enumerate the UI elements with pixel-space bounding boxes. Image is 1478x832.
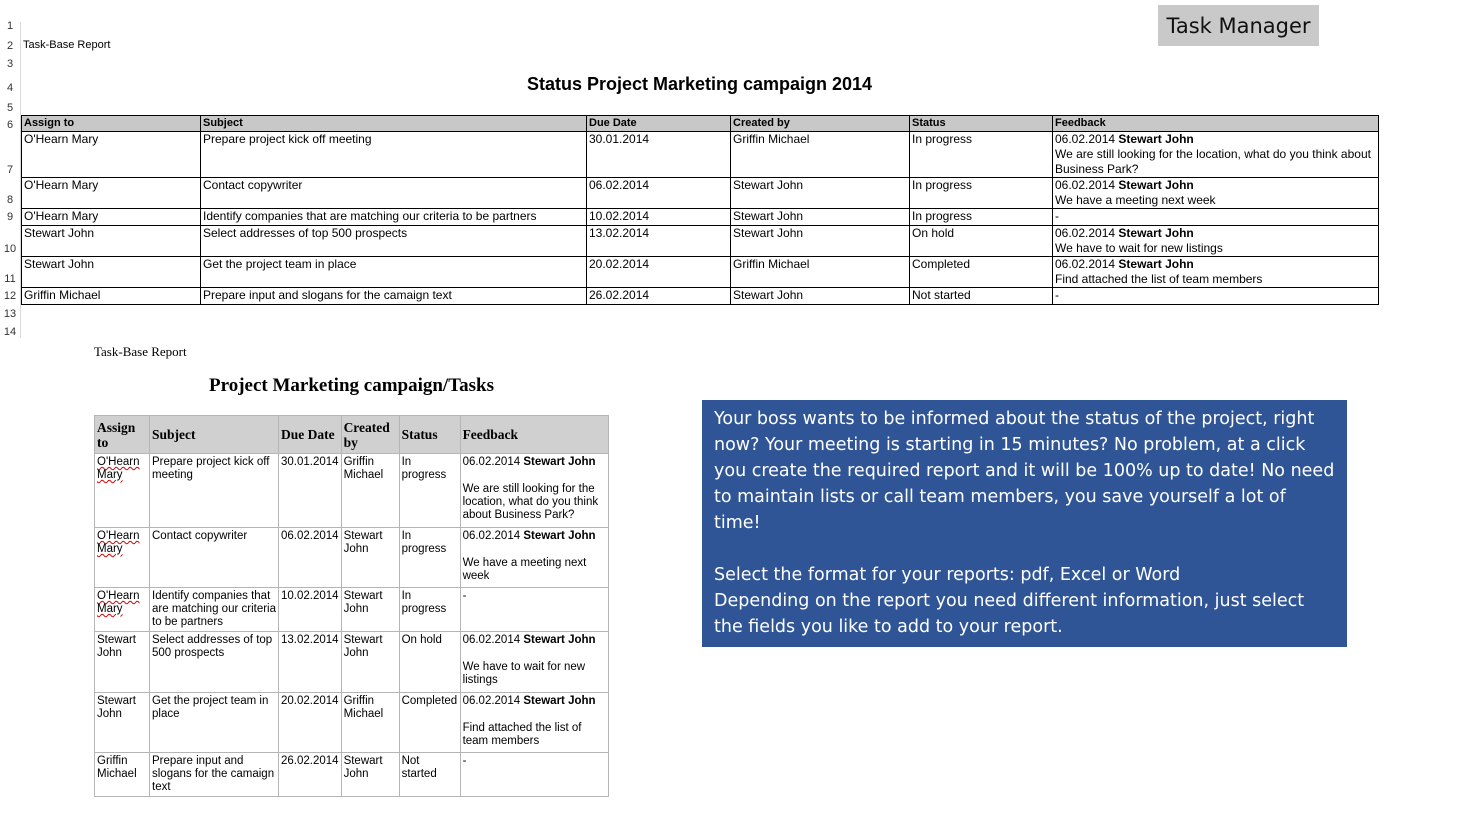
doc-cell-assign bbox=[95, 528, 150, 588]
row-number: 13 bbox=[0, 302, 21, 320]
cell-assign[interactable]: Stewart John bbox=[22, 226, 201, 257]
doc-cell-subject: Prepare input and slogans for the camaign text bbox=[150, 753, 279, 797]
info-paragraph-formats bbox=[714, 562, 1335, 640]
cell-assign[interactable]: O'Hearn Mary bbox=[22, 209, 201, 226]
row-number: 11 bbox=[0, 255, 21, 285]
doc-cell-feedback bbox=[460, 588, 608, 632]
doc-cell-feedback bbox=[460, 693, 608, 753]
cell-feedback[interactable] bbox=[1053, 288, 1379, 305]
doc-cell-assign bbox=[95, 454, 150, 528]
row-number: 4 bbox=[0, 70, 21, 94]
doc-cell-subject: Identify companies that are matching our criteria to be partners bbox=[150, 588, 279, 632]
cell-status[interactable]: On hold bbox=[910, 226, 1053, 257]
info-callout bbox=[702, 400, 1347, 647]
sheet-title: Status Project Marketing campaign 2014 bbox=[526, 74, 873, 94]
feedback-text: Find attached the list of team members bbox=[462, 722, 582, 747]
cell-due-date[interactable]: 13.02.2014 bbox=[587, 226, 731, 257]
doc-cell-subject: Prepare project kick off meeting bbox=[150, 454, 279, 528]
feedback-text: We have a meeting next week bbox=[1055, 193, 1216, 207]
doc-cell-created-by: Griffin Michael bbox=[341, 693, 399, 753]
column-header-assign[interactable]: Assign to bbox=[22, 116, 201, 132]
cell-feedback[interactable] bbox=[1053, 257, 1379, 288]
column-header-feedback[interactable]: Feedback bbox=[1053, 116, 1379, 132]
doc-cell-due-date: 30.01.2014 bbox=[279, 454, 342, 528]
cell-due-date[interactable]: 26.02.2014 bbox=[587, 288, 731, 305]
feedback-author: Stewart John bbox=[1118, 178, 1194, 192]
doc-cell-due-date: 20.02.2014 bbox=[279, 693, 342, 753]
doc-cell-status: In progress bbox=[399, 588, 460, 632]
doc-header-assign: Assign to bbox=[95, 416, 150, 454]
cell-feedback[interactable] bbox=[1053, 178, 1379, 209]
cell-subject[interactable]: Contact copywriter bbox=[201, 178, 587, 209]
doc-row bbox=[95, 528, 609, 588]
doc-cell-feedback bbox=[460, 632, 608, 693]
info-fields-line: Depending on the report you need different information, just select the fields you like to add to your report. bbox=[714, 591, 1305, 637]
row-number: 8 bbox=[0, 176, 21, 206]
feedback-date: - bbox=[1055, 288, 1059, 302]
cell-created-by[interactable]: Stewart John bbox=[731, 178, 910, 209]
doc-cell-assign bbox=[95, 588, 150, 632]
table-header-row bbox=[22, 116, 1379, 132]
row-number: 5 bbox=[0, 94, 21, 114]
cell-feedback[interactable] bbox=[1053, 209, 1379, 226]
doc-assign-text: O'Hearn Mary bbox=[97, 590, 140, 615]
doc-cell-due-date: 26.02.2014 bbox=[279, 753, 342, 797]
row-number: 6 bbox=[0, 114, 21, 131]
doc-cell-subject: Contact copywriter bbox=[150, 528, 279, 588]
cell-created-by[interactable]: Stewart John bbox=[731, 226, 910, 257]
doc-cell-due-date: 13.02.2014 bbox=[279, 632, 342, 693]
feedback-text: We have a meeting next week bbox=[462, 557, 587, 582]
column-header-due-date[interactable]: Due Date bbox=[587, 116, 731, 132]
feedback-date: 06.02.2014 bbox=[462, 634, 521, 646]
row-number: 12 bbox=[0, 285, 21, 302]
feedback-text: We have to wait for new listings bbox=[462, 661, 586, 686]
info-formats-line: Select the format for your reports: pdf, Excel or Word bbox=[714, 565, 1181, 585]
feedback-author: Stewart John bbox=[1118, 132, 1194, 146]
cell-assign[interactable]: O'Hearn Mary bbox=[22, 178, 201, 209]
row-number: 1 bbox=[0, 22, 21, 32]
doc-cell-created-by: Stewart John bbox=[341, 632, 399, 693]
cell-assign[interactable]: O'Hearn Mary bbox=[22, 132, 201, 178]
feedback-author: Stewart John bbox=[1118, 257, 1194, 271]
doc-row bbox=[95, 632, 609, 693]
doc-cell-status: In progress bbox=[399, 454, 460, 528]
feedback-date: - bbox=[462, 755, 467, 767]
column-header-created-by[interactable]: Created by bbox=[731, 116, 910, 132]
table-row bbox=[22, 132, 1379, 178]
feedback-date: 06.02.2014 bbox=[1055, 257, 1116, 271]
cell-feedback[interactable] bbox=[1053, 226, 1379, 257]
cell-created-by[interactable]: Stewart John bbox=[731, 209, 910, 226]
doc-row bbox=[95, 753, 609, 797]
feedback-author: Stewart John bbox=[523, 695, 596, 707]
sheet-report-label: Task-Base Report bbox=[23, 39, 111, 51]
cell-status[interactable]: Not started bbox=[910, 288, 1053, 305]
cell-due-date[interactable]: 30.01.2014 bbox=[587, 132, 731, 178]
doc-cell-subject: Select addresses of top 500 prospects bbox=[150, 632, 279, 693]
info-paragraph-benefits: Your boss wants to be informed about the status of the project, right now? Your meeting is starting in 15 minutes? No problem, at a click you create the required report and it will be 100% up to date! No need to maintain lists or call team members, you save yourself a lot of time! bbox=[714, 409, 1335, 533]
feedback-date: 06.02.2014 bbox=[462, 530, 521, 542]
doc-report-label: Task-Base Report bbox=[94, 344, 187, 359]
cell-subject[interactable]: Identify companies that are matching our criteria to be partners bbox=[201, 209, 587, 226]
doc-cell-created-by: Stewart John bbox=[341, 528, 399, 588]
cell-assign[interactable]: Stewart John bbox=[22, 257, 201, 288]
cell-status[interactable]: Completed bbox=[910, 257, 1053, 288]
table-row bbox=[22, 257, 1379, 288]
task-manager-badge: Task Manager bbox=[1158, 5, 1319, 46]
cell-subject[interactable]: Prepare project kick off meeting bbox=[201, 132, 587, 178]
doc-cell-status: In progress bbox=[399, 528, 460, 588]
doc-cell-feedback bbox=[460, 454, 608, 528]
feedback-date: - bbox=[462, 590, 467, 602]
doc-assign-text: O'Hearn Mary bbox=[97, 456, 140, 481]
cell-created-by[interactable]: Griffin Michael bbox=[731, 132, 910, 178]
row-number: 2 bbox=[0, 32, 21, 52]
cell-subject[interactable]: Get the project team in place bbox=[201, 257, 587, 288]
feedback-text: We have to wait for new listings bbox=[1055, 241, 1223, 255]
feedback-author: Stewart John bbox=[523, 530, 596, 542]
doc-cell-due-date: 10.02.2014 bbox=[279, 588, 342, 632]
cell-due-date[interactable]: 06.02.2014 bbox=[587, 178, 731, 209]
doc-cell-created-by: Stewart John bbox=[341, 753, 399, 797]
doc-cell-created-by: Griffin Michael bbox=[341, 454, 399, 528]
cell-created-by[interactable]: Griffin Michael bbox=[731, 257, 910, 288]
feedback-date: 06.02.2014 bbox=[462, 456, 521, 468]
doc-cell-created-by: Stewart John bbox=[341, 588, 399, 632]
doc-cell-assign: Stewart John bbox=[95, 693, 150, 753]
doc-header-row bbox=[95, 416, 609, 454]
doc-header-subject: Subject bbox=[150, 416, 279, 454]
doc-cell-status: On hold bbox=[399, 632, 460, 693]
doc-header-status: Status bbox=[399, 416, 460, 454]
table-row bbox=[22, 209, 1379, 226]
row-number: 7 bbox=[0, 131, 21, 176]
doc-cell-assign: Stewart John bbox=[95, 632, 150, 693]
doc-row bbox=[95, 588, 609, 632]
cell-created-by[interactable]: Stewart John bbox=[731, 288, 910, 305]
column-header-status[interactable]: Status bbox=[910, 116, 1053, 132]
doc-header-feedback: Feedback bbox=[460, 416, 608, 454]
doc-assign-text: O'Hearn Mary bbox=[97, 530, 140, 555]
table-row bbox=[22, 288, 1379, 305]
feedback-date: - bbox=[1055, 209, 1059, 223]
doc-cell-feedback bbox=[460, 528, 608, 588]
row-number: 14 bbox=[0, 320, 21, 338]
feedback-author: Stewart John bbox=[523, 456, 596, 468]
feedback-date: 06.02.2014 bbox=[462, 695, 521, 707]
table-row bbox=[22, 178, 1379, 209]
cell-due-date[interactable]: 20.02.2014 bbox=[587, 257, 731, 288]
cell-subject[interactable]: Select addresses of top 500 prospects bbox=[201, 226, 587, 257]
feedback-text: We are still looking for the location, what do you think about Business Park? bbox=[1055, 147, 1371, 176]
feedback-text: Find attached the list of team members bbox=[1055, 272, 1263, 286]
doc-cell-due-date: 06.02.2014 bbox=[279, 528, 342, 588]
doc-cell-status: Not started bbox=[399, 753, 460, 797]
row-number: 9 bbox=[0, 206, 21, 223]
cell-subject[interactable]: Prepare input and slogans for the camaign text bbox=[201, 288, 587, 305]
cell-status[interactable]: In progress bbox=[910, 132, 1053, 178]
feedback-author: Stewart John bbox=[1118, 226, 1194, 240]
doc-cell-subject: Get the project team in place bbox=[150, 693, 279, 753]
feedback-author: Stewart John bbox=[523, 634, 596, 646]
table-row bbox=[22, 226, 1379, 257]
feedback-date: 06.02.2014 bbox=[1055, 226, 1116, 240]
feedback-text: We are still looking for the location, what do you think about Business Park? bbox=[462, 483, 599, 521]
feedback-date: 06.02.2014 bbox=[1055, 178, 1116, 192]
doc-row bbox=[95, 454, 609, 528]
doc-row bbox=[95, 693, 609, 753]
cell-status[interactable]: In progress bbox=[910, 178, 1053, 209]
doc-title: Project Marketing campaign/Tasks bbox=[209, 375, 494, 396]
excel-report-table bbox=[21, 115, 1379, 305]
doc-cell-feedback bbox=[460, 753, 608, 797]
doc-cell-assign: Griffin Michael bbox=[95, 753, 150, 797]
cell-feedback[interactable] bbox=[1053, 132, 1379, 178]
row-number: 10 bbox=[0, 223, 21, 255]
column-header-subject[interactable]: Subject bbox=[201, 116, 587, 132]
cell-status[interactable]: In progress bbox=[910, 209, 1053, 226]
cell-assign[interactable]: Griffin Michael bbox=[22, 288, 201, 305]
doc-cell-status: Completed bbox=[399, 693, 460, 753]
feedback-date: 06.02.2014 bbox=[1055, 132, 1116, 146]
doc-header-due-date: Due Date bbox=[279, 416, 342, 454]
row-number: 3 bbox=[0, 52, 21, 70]
word-report-table bbox=[94, 415, 609, 797]
doc-header-created-by: Created by bbox=[341, 416, 399, 454]
cell-due-date[interactable]: 10.02.2014 bbox=[587, 209, 731, 226]
